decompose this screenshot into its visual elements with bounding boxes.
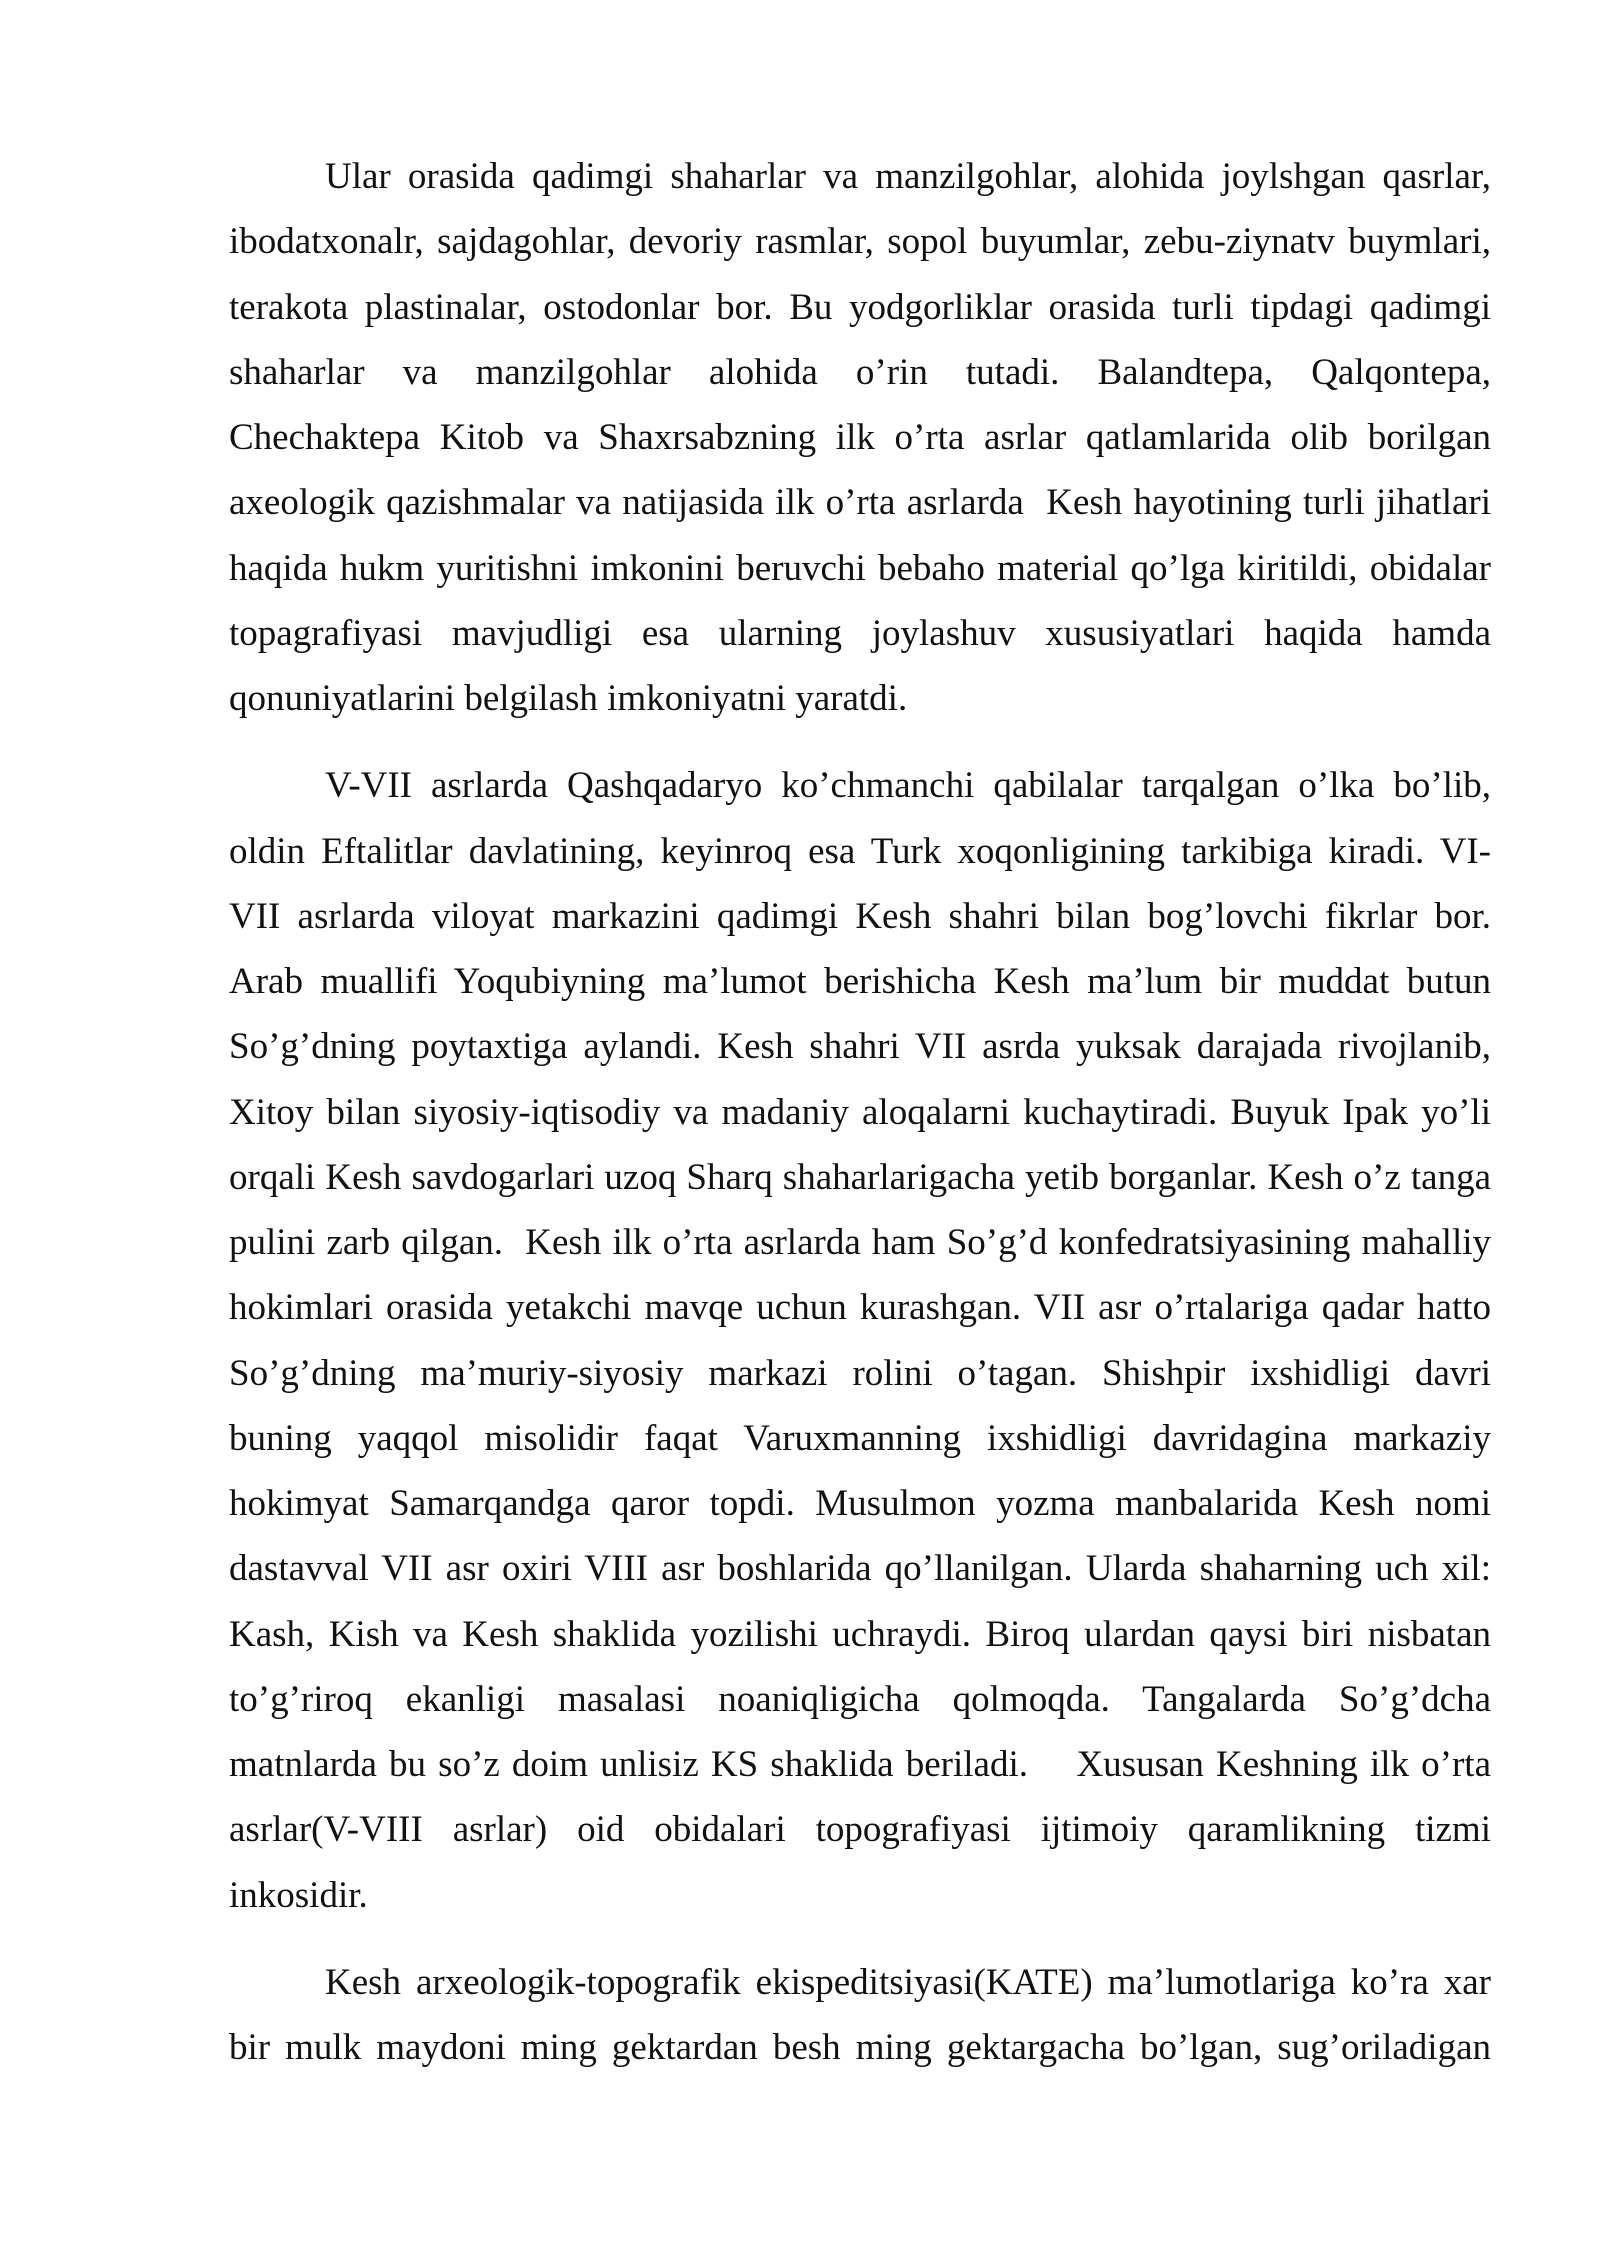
text-line: So’g’dning ma’muriy-siyosiy markazi rolini o’tagan. Shishpir ixshidligi davri: [229, 1352, 1491, 1394]
text-line: topagrafiyasi mavjudligi esa ularning joylashuv xususiyatlari haqida hamda: [229, 612, 1491, 654]
paragraph: [229, 144, 1491, 731]
text-line: Arab muallifi Yoqubiyning ma’lumot berishicha Kesh ma’lum bir muddat butun: [229, 961, 1491, 1002]
text-line: qonuniyatlarini belgilash imkoniyatni yaratdi.: [229, 678, 908, 719]
text-line: Kash, Kish va Kesh shaklida yozilishi uchraydi. Biroq ulardan qaysi biri nisbatan: [229, 1613, 1491, 1655]
text-line: So’g’dning poytaxtiga aylandi. Kesh shahri VII asrda yuksak darajada rivojlanib,: [229, 1026, 1491, 1068]
paragraph: [229, 1950, 1491, 2081]
text-line: VII asrlarda viloyat markazini qadimgi Kesh shahri bilan bog’lovchi fikrlar bor.: [229, 895, 1491, 937]
text-line: oldin Eftalitlar davlatining, keyinroq esa Turk xoqonligining tarkibiga kiradi. VI-: [229, 830, 1491, 872]
text-line: pulini zarb qilgan. Kesh ilk o’rta asrlarda ham So’g’d konfedratsiyasining mahalliy: [229, 1222, 1491, 1263]
text-line: matnlarda bu so’z doim unlisiz KS shaklida beriladi. Xususan Keshning ilk o’rta: [229, 1744, 1491, 1785]
text-line: axeologik qazishmalar va natijasida ilk o’rta asrlarda Kesh hayotining turli jihatlari: [229, 482, 1491, 524]
text-line: ibodatxonalr, sajdagohlar, devoriy rasmlar, sopol buyumlar, zebu-ziynatv buymlari,: [229, 221, 1491, 263]
text-line: V-VII asrlarda Qashqadaryo ko’chmanchi qabilalar tarqalgan o’lka bo’lib,: [325, 765, 1491, 807]
text-line: Kesh arxeologik-topografik ekispeditsiyasi(KATE) ma’lumotlariga ko’ra xar: [325, 1961, 1491, 2003]
text-line: buning yaqqol misolidir faqat Varuxmanning ixshidligi davridagina markaziy: [229, 1417, 1491, 1459]
text-line: inkosidir.: [229, 1874, 368, 1916]
text-line: to’g’riroq ekanligi masalasi noaniqligicha qolmoqda. Tangalarda So’g’dcha: [229, 1678, 1491, 1720]
text-line: hokimlari orasida yetakchi mavqe uchun kurashgan. VII asr o’rtalariga qadar hatto: [229, 1287, 1491, 1329]
text-line: hokimyat Samarqandga qaror topdi. Musulmon yozma manbalarida Kesh nomi: [229, 1483, 1491, 1524]
text-line: Chechaktepa Kitob va Shaxrsabzning ilk o’rta asrlar qatlamlarida olib borilgan: [229, 417, 1491, 458]
text-line: dastavval VII asr oxiri VIII asr boshlarida qo’llanilgan. Ularda shaharning uch xil:: [229, 1548, 1491, 1590]
text-line: terakota plastinalar, ostodonlar bor. Bu yodgorliklar orasida turli tipdagi qadimgi: [229, 286, 1491, 328]
paragraph: [229, 753, 1491, 1928]
text-line: Ular orasida qadimgi shaharlar va manzilgohlar, alohida joylshgan qasrlar,: [325, 156, 1491, 197]
text-line: orqali Kesh savdogarlari uzoq Sharq shaharlarigacha yetib borganlar. Kesh o’z tanga: [229, 1156, 1491, 1198]
text-line: asrlar(V-VIII asrlar) oid obidalari topografiyasi ijtimoiy qaramlikning tizmi: [229, 1809, 1491, 1851]
text-line: bir mulk maydoni ming gektardan besh ming gektargacha bo’lgan, sug’oriladigan: [229, 2027, 1491, 2068]
text-line: haqida hukm yuritishni imkonini beruvchi bebaho material qo’lga kiritildi, obidalar: [229, 547, 1491, 589]
text-line: shaharlar va manzilgohlar alohida o’rin tutadi. Balandtepa, Qalqontepa,: [229, 351, 1491, 393]
text-line: Xitoy bilan siyosiy-iqtisodiy va madaniy aloqalarni kuchaytiradi. Buyuk Ipak yo’li: [229, 1091, 1491, 1133]
